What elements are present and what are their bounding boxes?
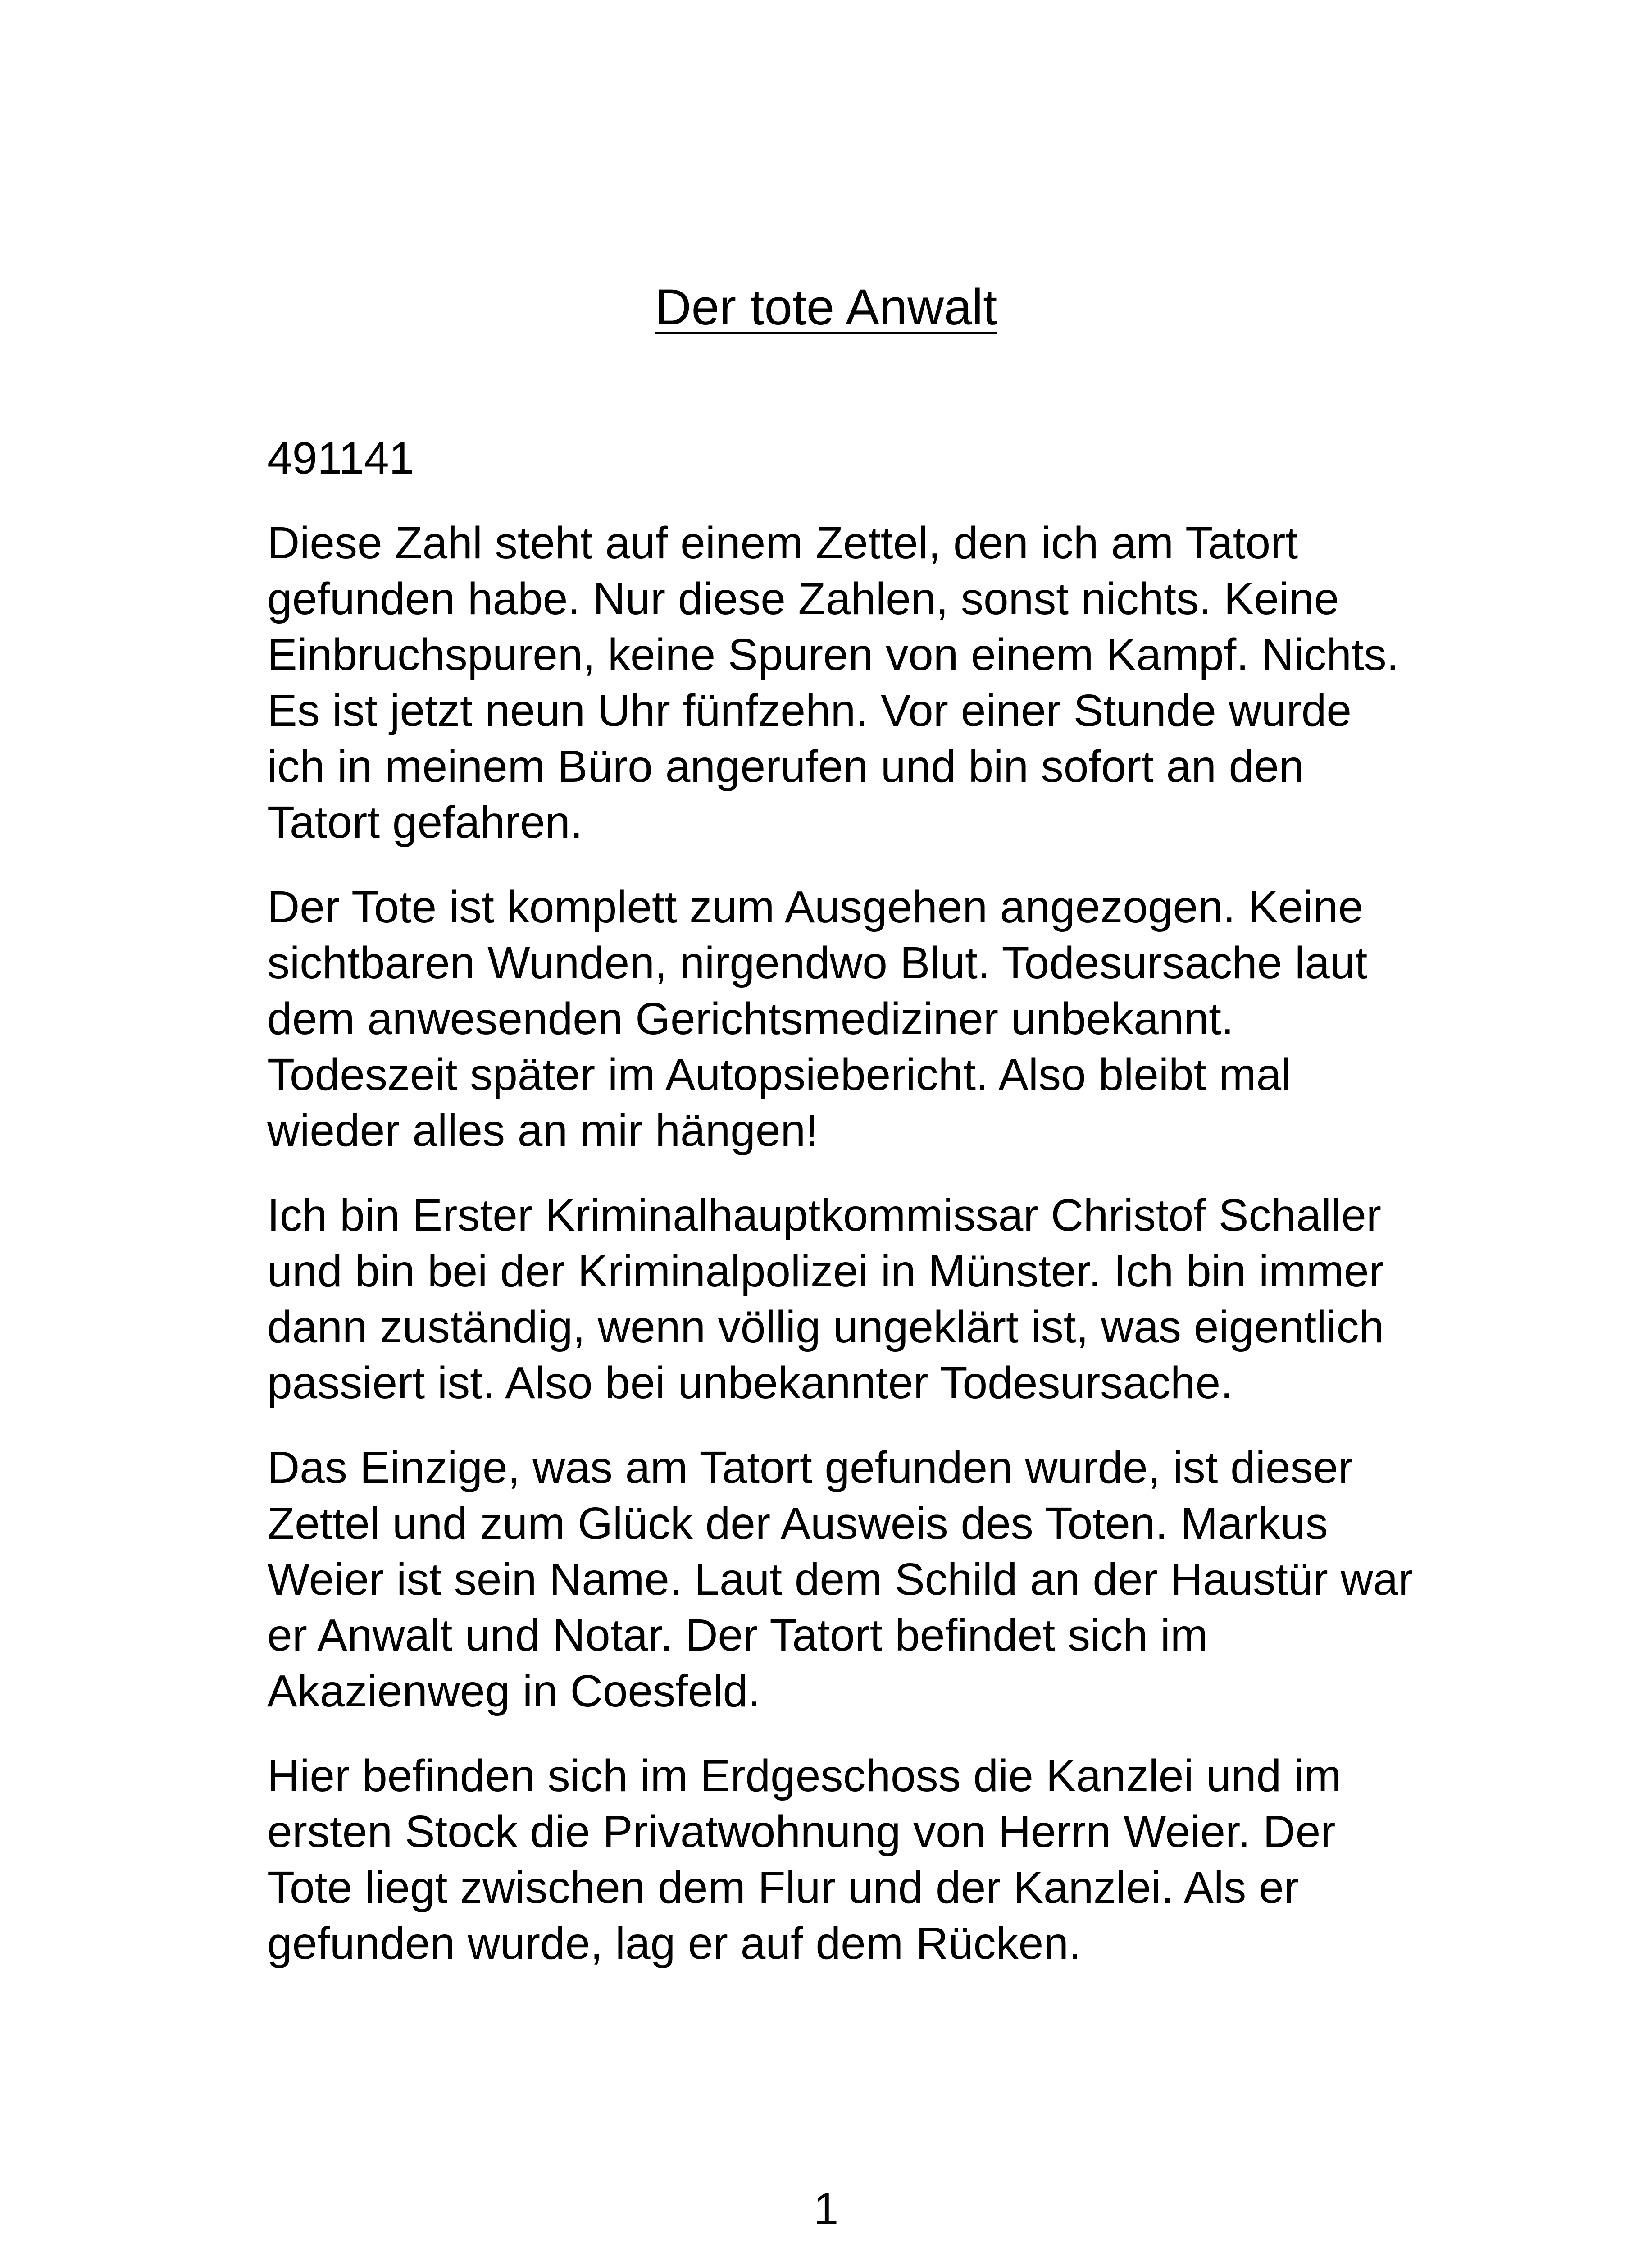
document-title-text: Der tote Anwalt: [655, 279, 997, 335]
document-body: [267, 430, 1420, 2000]
paragraph-narrator-intro: Ich bin Erster Kriminalhauptkommissar Christof Schaller und bin bei der Kriminalpolizei in Münster. Ich bin immer dann zuständig, wenn völlig ungeklärt ist, was eigentlich passiert ist. Also bei unbekannter Todesursache.: [267, 1190, 1384, 1408]
document-title: [0, 276, 1652, 339]
paragraph-note-found: Diese Zahl steht auf einem Zettel, den ich am Tatort gefunden habe. Nur diese Zahlen, sonst nichts. Keine Einbruchspuren, keine Spuren von einem Kampf. Nichts. Es ist jetzt neun Uhr fünfzehn. Vor einer Stunde wurde ich in meinem Büro angerufen und bin sofort an den Tatort gefahren.: [267, 518, 1399, 848]
paragraph-identity-found: Das Einzige, was am Tatort gefunden wurde, ist dieser Zettel und zum Glück der Ausweis des Toten. Markus Weier ist sein Name. Laut dem Schild an der Haustür war er Anwalt und Notar. Der Tatort befindet sich im Akazienweg in Coesfeld.: [267, 1442, 1413, 1716]
page-number: 1: [813, 2184, 839, 2234]
paragraph-victim-description: Der Tote ist komplett zum Ausgehen angezogen. Keine sichtbaren Wunden, nirgendwo Blut. Todesursache laut dem anwesenden Gerichtsmediziner unbekannt. Todeszeit später im Autopsiebericht. Also bleibt mal wieder alles an mir hängen!: [267, 882, 1368, 1156]
paragraph-number-code: 491141: [267, 433, 414, 483]
paragraph-location: Hier befinden sich im Erdgeschoss die Kanzlei und im ersten Stock die Privatwohnung von Herrn Weier. Der Tote liegt zwischen dem Flur und der Kanzlei. Als er gefunden wurde, lag er auf dem Rücken.: [267, 1751, 1342, 1969]
